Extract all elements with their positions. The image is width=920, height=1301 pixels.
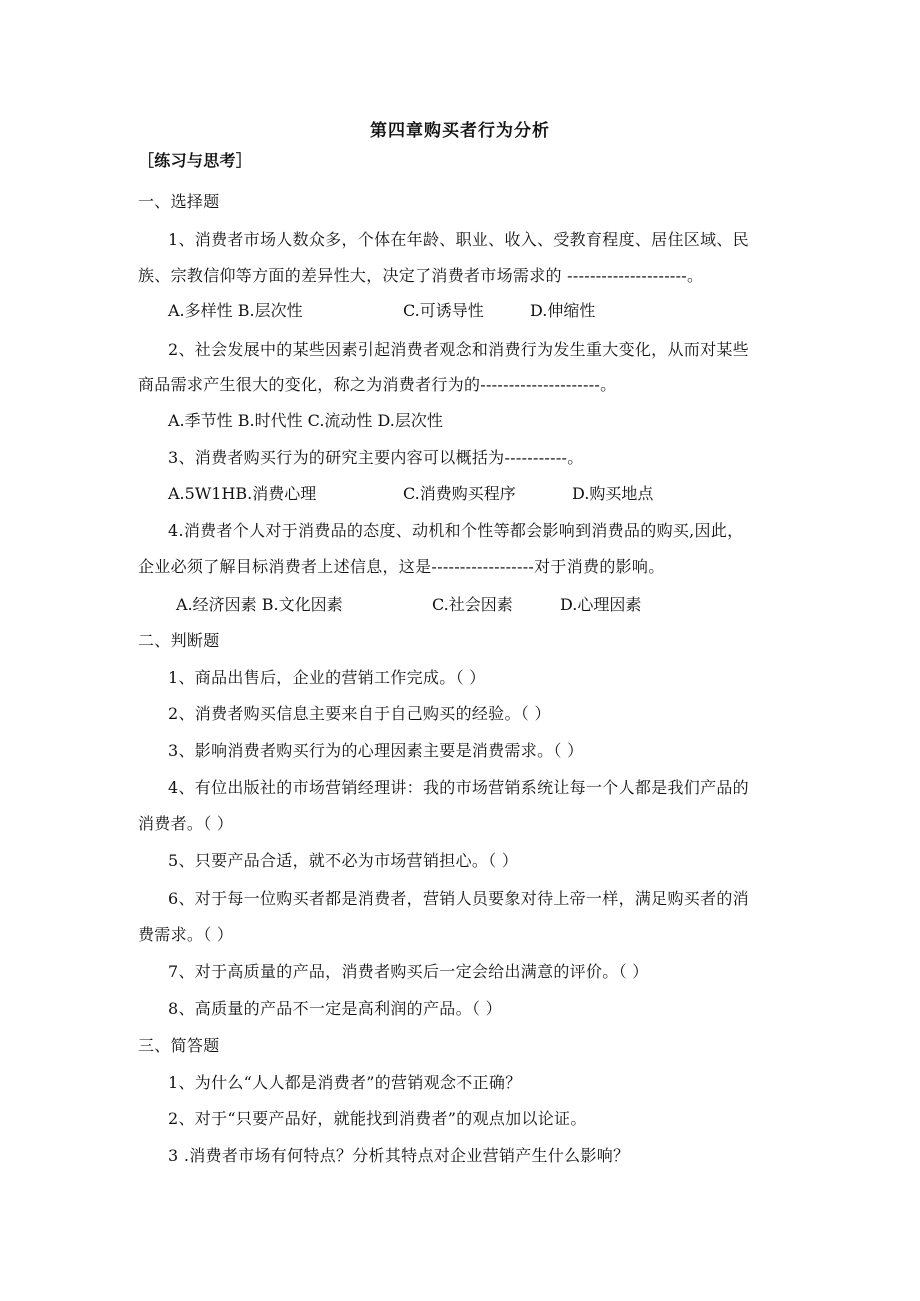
question-text: 商品需求产生很大的变化，称之为消费者行为的---------------------。 [138,375,617,394]
question-text: 3、消费者购买行为的研究主要内容可以概括为-----------。 [168,448,584,467]
answer-option: A.多样性 B.层次性 [168,301,303,320]
question-text: 2、社会发展中的某些因素引起消费者观念和消费行为发生重大变化，从而对某些 [168,340,749,359]
question-text: 2、消费者购买信息主要来自于自己购买的经验。（ ） [168,704,551,723]
question-text: 3、影响消费者购买行为的心理因素主要是消费需求。（ ） [168,741,584,760]
section-heading-short-answer: 三、简答题 [138,1036,220,1055]
question-text: 8、高质量的产品不一定是高利润的产品。（ ） [168,999,502,1018]
question-text: 4、有位出版社的市场营销经理讲：我的市场营销系统让每一个人都是我们产品的 [168,778,749,797]
question-text: 2、对于“只要产品好，就能找到消费者”的观点加以论证。 [168,1109,587,1128]
question-text: 消费者。（ ） [138,814,234,833]
section-heading-judgement: 二、判断题 [138,631,220,650]
question-text: 族、宗教信仰等方面的差异性大，决定了消费者市场需求的 ---------------------。 [138,266,704,285]
answer-option: D.伸缩性 [530,301,596,320]
question-text: 1、为什么“人人都是消费者”的营销观念不正确？ [168,1073,522,1092]
question-text: 6、对于每一位购买者都是消费者，营销人员要象对待上帝一样，满足购买者的消 [168,889,749,908]
answer-option: D.心理因素 [560,595,642,614]
answer-option: D.购买地点 [572,484,654,503]
answer-option: C.社会因素 [432,595,513,614]
answer-option: A.5W1HB.消费心理 [168,484,317,503]
page-title: 第四章购买者行为分析 [370,121,550,141]
question-text: 5、只要产品合适，就不必为市场营销担心。（ ） [168,851,519,870]
question-text: 费需求。（ ） [138,925,234,944]
question-text: 企业必须了解目标消费者上述信息，这是------------------对于消费的影响。 [138,557,665,576]
section-heading-choice: 一、选择题 [138,192,220,211]
question-text: 4.消费者个人对于消费品的态度、动机和个性等都会影响到消费品的购买,因此， [168,521,744,540]
question-text: 1、消费者市场人数众多，个体在年龄、职业、收入、受教育程度、居住区域、民 [168,230,749,249]
exercise-header: ［练习与思考］ [138,151,253,170]
answer-option: C.消费购买程序 [403,484,516,503]
answer-option: C.可诱导性 [403,301,484,320]
answer-option: A.季节性 B.时代性 C.流动性 D.层次性 [168,411,443,430]
question-text: 7、对于高质量的产品，消费者购买后一定会给出满意的评价。（ ） [168,962,649,981]
question-text: 1、商品出售后，企业的营销工作完成。（ ） [168,668,486,687]
question-text: 3 .消费者市场有何特点？分析其特点对企业营销产生什么影响？ [168,1146,630,1165]
answer-option: A.经济因素 B.文化因素 [176,595,343,614]
